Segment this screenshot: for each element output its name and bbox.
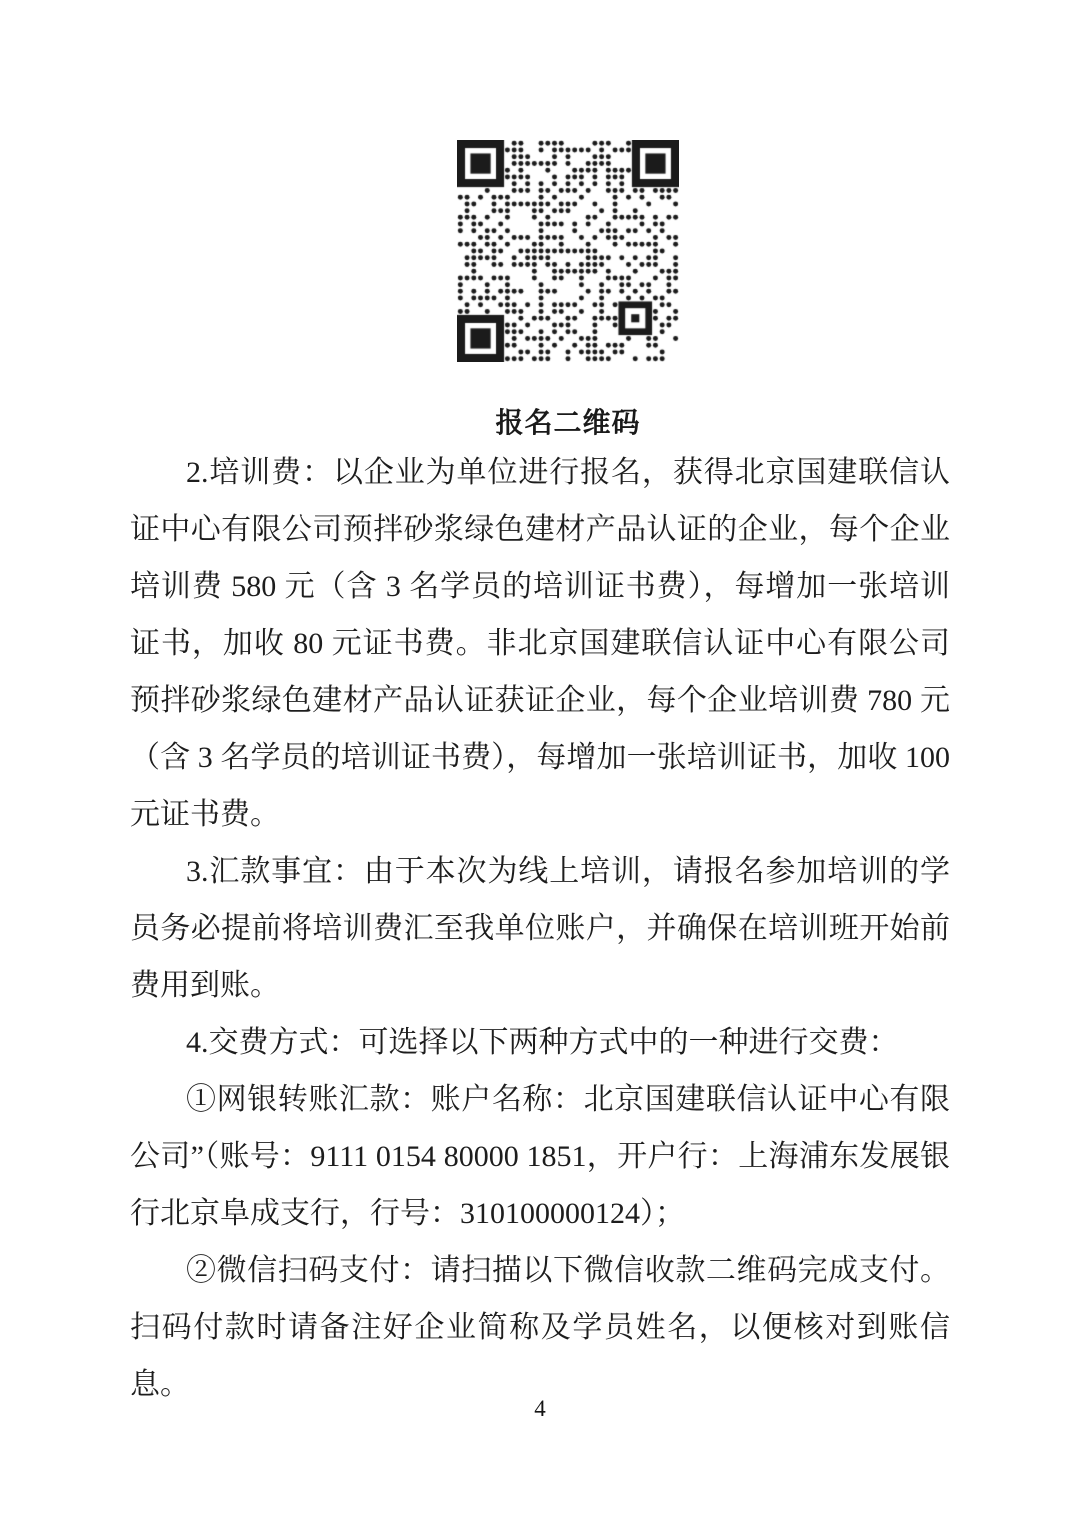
paragraph-4: ①网银转账汇款：账户名称：北京国建联信认证中心有限公司”（账号：9111 0154 80000 1851，开户行：上海浦东发展银行北京阜成支行，行号：310100000124）； — [130, 1083, 950, 1230]
qr-caption: 报名二维码 — [495, 408, 641, 439]
paragraph-5: ②微信扫码支付：请扫描以下微信收款二维码完成支付。扫码付款时请备注好企业简称及学员姓名，以便核对到账信息。 — [130, 1254, 950, 1401]
body-paragraphs — [130, 444, 950, 1413]
page-number: 4 — [534, 1396, 546, 1421]
registration-qr-code-image — [457, 140, 679, 362]
paragraph-3: 4.交费方式：可选择以下两种方式中的一种进行交费： — [186, 1026, 899, 1059]
paragraph-1: 2.培训费：以企业为单位进行报名，获得北京国建联信认证中心有限公司预拌砂浆绿色建材产品认证的企业，每个企业培训费 580 元（含 3 名学员的培训证书费），每增加一张培训证书，加收 80 元证书费。非北京国建联信认证中心有限公司预拌砂浆绿色建材产品认证获证企业，每个企业培训费 780 元（含 3 名学员的培训证书费），每增加一张培训证书，加收 100 元证书费。 — [130, 456, 950, 831]
paragraph-2: 3.汇款事宜：由于本次为线上培训，请报名参加培训的学员务必提前将培训费汇至我单位账户，并确保在培训班开始前费用到账。 — [130, 855, 950, 1002]
